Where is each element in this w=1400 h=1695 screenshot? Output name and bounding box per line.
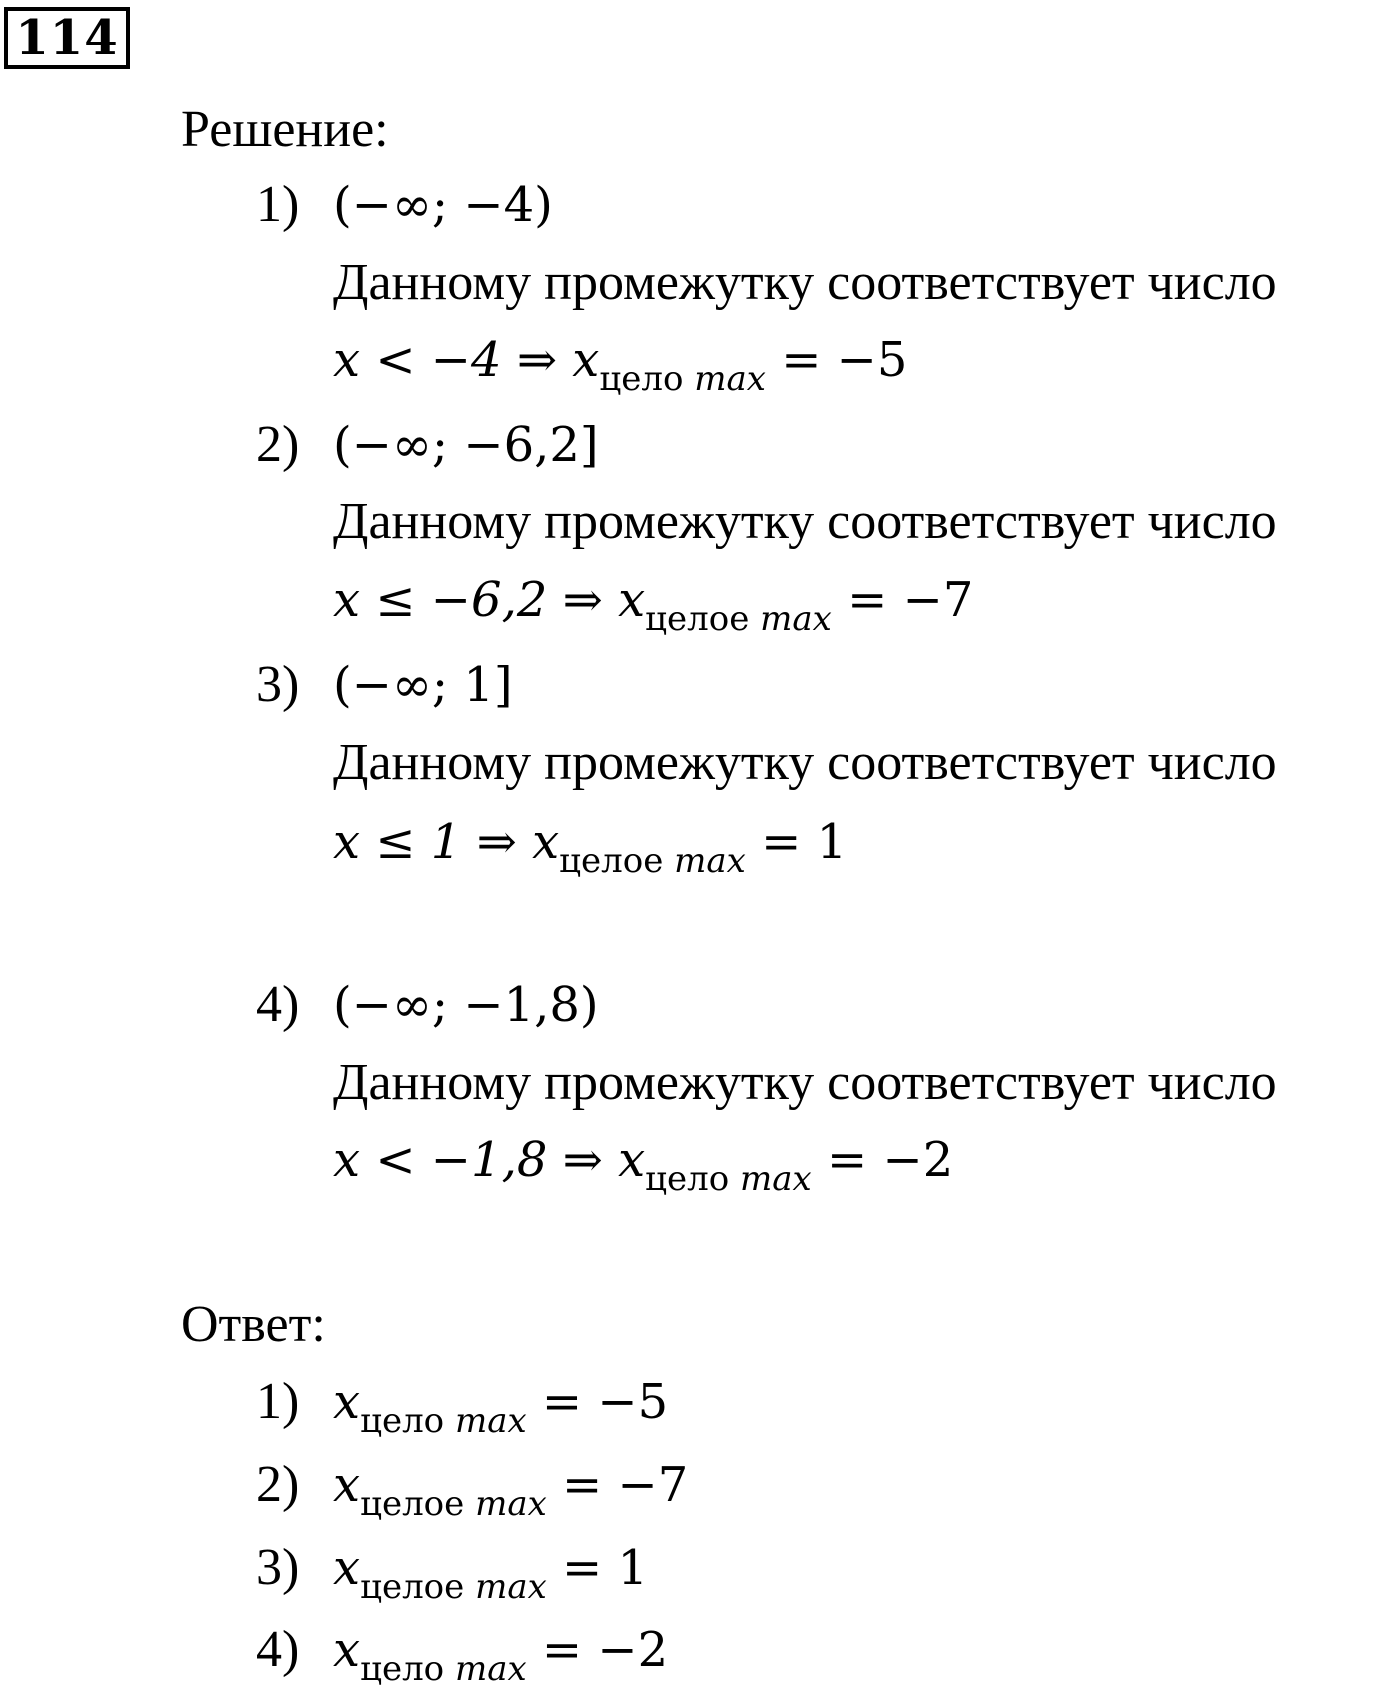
answer-number: 4) [256, 1621, 300, 1678]
subscript-max: max [740, 1159, 812, 1199]
interval: (−∞; 1] [333, 657, 513, 713]
description: Данному промежутку соответствует число [333, 1054, 1277, 1111]
subscript-word: цело [360, 1649, 445, 1689]
item-number: 2) [256, 416, 300, 473]
inequality [333, 330, 908, 399]
inequality [333, 1130, 954, 1199]
description: Данному промежутку соответствует число [333, 254, 1277, 311]
variable: x [532, 814, 560, 870]
subscript-max: max [674, 841, 746, 881]
result: = −7 [831, 572, 974, 628]
variable: x [333, 1540, 361, 1596]
inequality-lhs: x < −4 ⇒ [333, 332, 573, 388]
subscript-max: max [694, 359, 766, 399]
subscript-word: цело [599, 359, 684, 399]
interval: (−∞; −6,2] [333, 417, 599, 473]
result: = −5 [526, 1374, 669, 1430]
interval: (−∞; −4) [333, 177, 553, 233]
subscript-max: max [475, 1567, 547, 1607]
description: Данному промежутку соответствует число [333, 734, 1277, 791]
result: = 1 [745, 814, 848, 870]
answer-line [333, 1372, 669, 1441]
problem-number: 114 [4, 7, 130, 69]
answer-number: 1) [256, 1373, 300, 1430]
subscript-word: цело [645, 1159, 730, 1199]
interval: (−∞; −1,8) [333, 977, 599, 1033]
answer-line [333, 1620, 669, 1689]
subscript-word: целое [360, 1484, 465, 1524]
result: = −7 [546, 1457, 689, 1513]
item-number: 3) [256, 656, 300, 713]
description: Данному промежутку соответствует число [333, 493, 1277, 550]
solution-heading: Решение: [181, 101, 389, 158]
answer-number: 2) [256, 1456, 300, 1513]
answer-heading: Ответ: [181, 1296, 326, 1353]
variable: x [333, 1622, 361, 1678]
result: = 1 [546, 1540, 649, 1596]
subscript-max: max [454, 1401, 527, 1441]
subscript-max: max [475, 1484, 547, 1524]
result: = −2 [526, 1622, 669, 1678]
inequality [333, 812, 848, 881]
item-number: 4) [256, 976, 300, 1033]
subscript-word: цело [360, 1401, 445, 1441]
inequality-lhs: x ≤ −6,2 ⇒ [333, 572, 619, 628]
variable: x [618, 572, 646, 628]
variable: x [572, 332, 600, 388]
variable: x [618, 1132, 646, 1188]
variable: x [333, 1457, 361, 1513]
variable: x [333, 1374, 361, 1430]
subscript-word: целое [645, 599, 750, 639]
item-number: 1) [256, 176, 300, 233]
inequality-lhs: x ≤ 1 ⇒ [333, 814, 533, 870]
subscript-word: целое [360, 1567, 465, 1607]
result: = −5 [765, 332, 908, 388]
result: = −2 [811, 1132, 954, 1188]
answer-line [333, 1455, 689, 1524]
subscript-word: целое [559, 841, 664, 881]
inequality-lhs: x < −1,8 ⇒ [333, 1132, 619, 1188]
answer-number: 3) [256, 1539, 300, 1596]
answer-line [333, 1538, 649, 1607]
subscript-max: max [454, 1649, 527, 1689]
inequality [333, 570, 974, 639]
subscript-max: max [760, 599, 832, 639]
